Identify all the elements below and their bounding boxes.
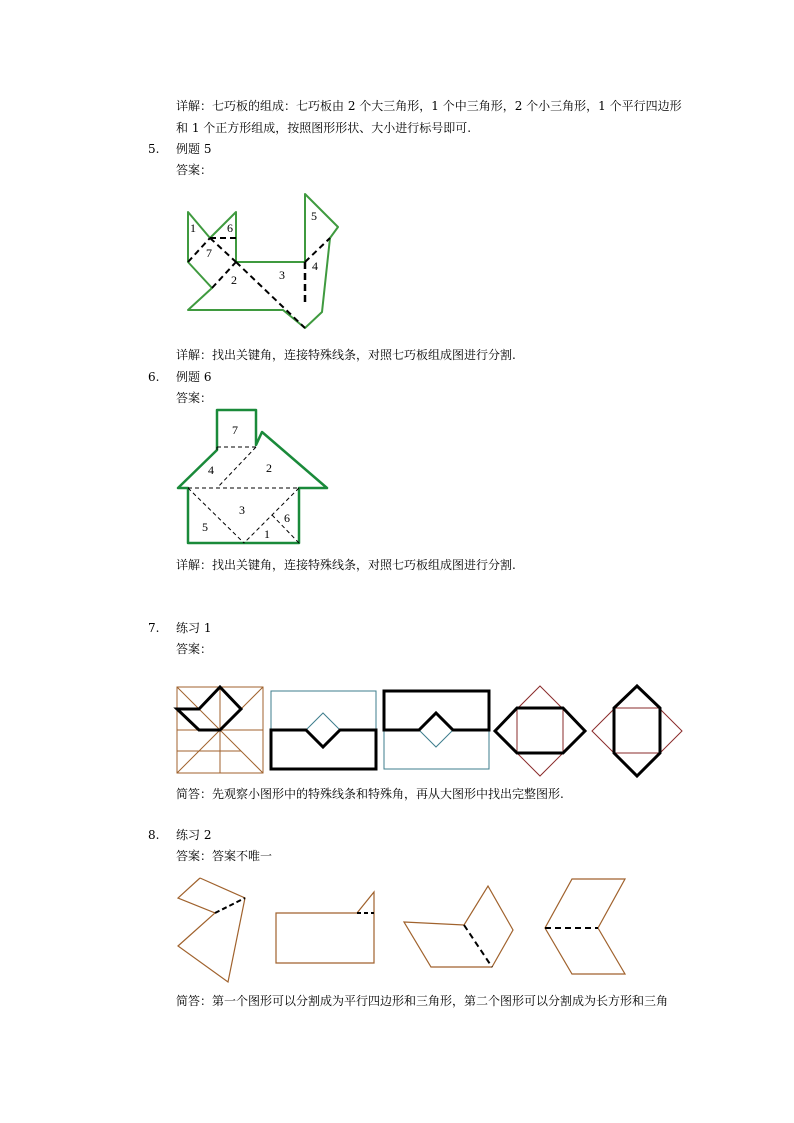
item-6-detail: 详解：找出关键角，连接特殊线条，对照七巧板组成图进行分割. (176, 558, 516, 572)
item-5-detail: 详解：找出关键角，连接特殊线条，对照七巧板组成图进行分割. (176, 348, 516, 362)
cat-label: 6 (227, 221, 233, 235)
practice-2-shape-2 (276, 892, 374, 963)
item-6-number: 6. (148, 370, 160, 384)
item-8-answer: 答案：答案不唯一 (176, 849, 273, 863)
cat-label: 2 (231, 273, 237, 287)
item-7-detail: 简答：先观察小图形中的特殊线条和特殊角，再从大图形中找出完整图形. (176, 787, 564, 801)
item-6-title: 例题 6 (176, 370, 212, 384)
item-5-answer: 答案： (176, 163, 213, 177)
cat-label: 1 (190, 221, 196, 235)
house-label: 1 (264, 527, 270, 541)
intro-line-1: 详解：七巧板的组成：七巧板由 2 个大三角形，1 个中三角形，2 个小三角形，1 个平行四边形 (176, 99, 682, 113)
item-5-number: 5. (148, 142, 160, 156)
intro-line-2: 和 1 个正方形组成，按照图形形状、大小进行标号即可. (176, 121, 472, 135)
practice-2-shape-1 (178, 878, 245, 982)
cat-label: 7 (206, 246, 212, 260)
item-5-title: 例题 5 (176, 142, 212, 156)
house-label: 2 (266, 461, 272, 475)
house-label: 5 (202, 520, 208, 534)
cat-label: 5 (311, 209, 317, 223)
item-8-detail: 简答：第一个图形可以分割成为平行四边形和三角形，第二个图形可以分割成为长方形和三角 (176, 994, 669, 1008)
practice-2-shape-4 (545, 879, 625, 974)
item-8-title: 练习 2 (176, 828, 212, 842)
item-8-number: 8. (148, 828, 160, 842)
house-label: 4 (208, 463, 214, 477)
cat-label: 4 (312, 259, 318, 273)
practice-2-shape-3 (404, 886, 513, 967)
item-6-answer: 答案： (176, 391, 213, 405)
cat-label: 3 (279, 268, 285, 282)
item-7-answer: 答案： (176, 642, 213, 656)
house-label: 6 (284, 511, 290, 525)
house-label: 3 (239, 503, 245, 517)
house-label: 7 (232, 423, 238, 437)
item-7-title: 练习 1 (176, 621, 212, 635)
item-7-number: 7. (148, 621, 160, 635)
